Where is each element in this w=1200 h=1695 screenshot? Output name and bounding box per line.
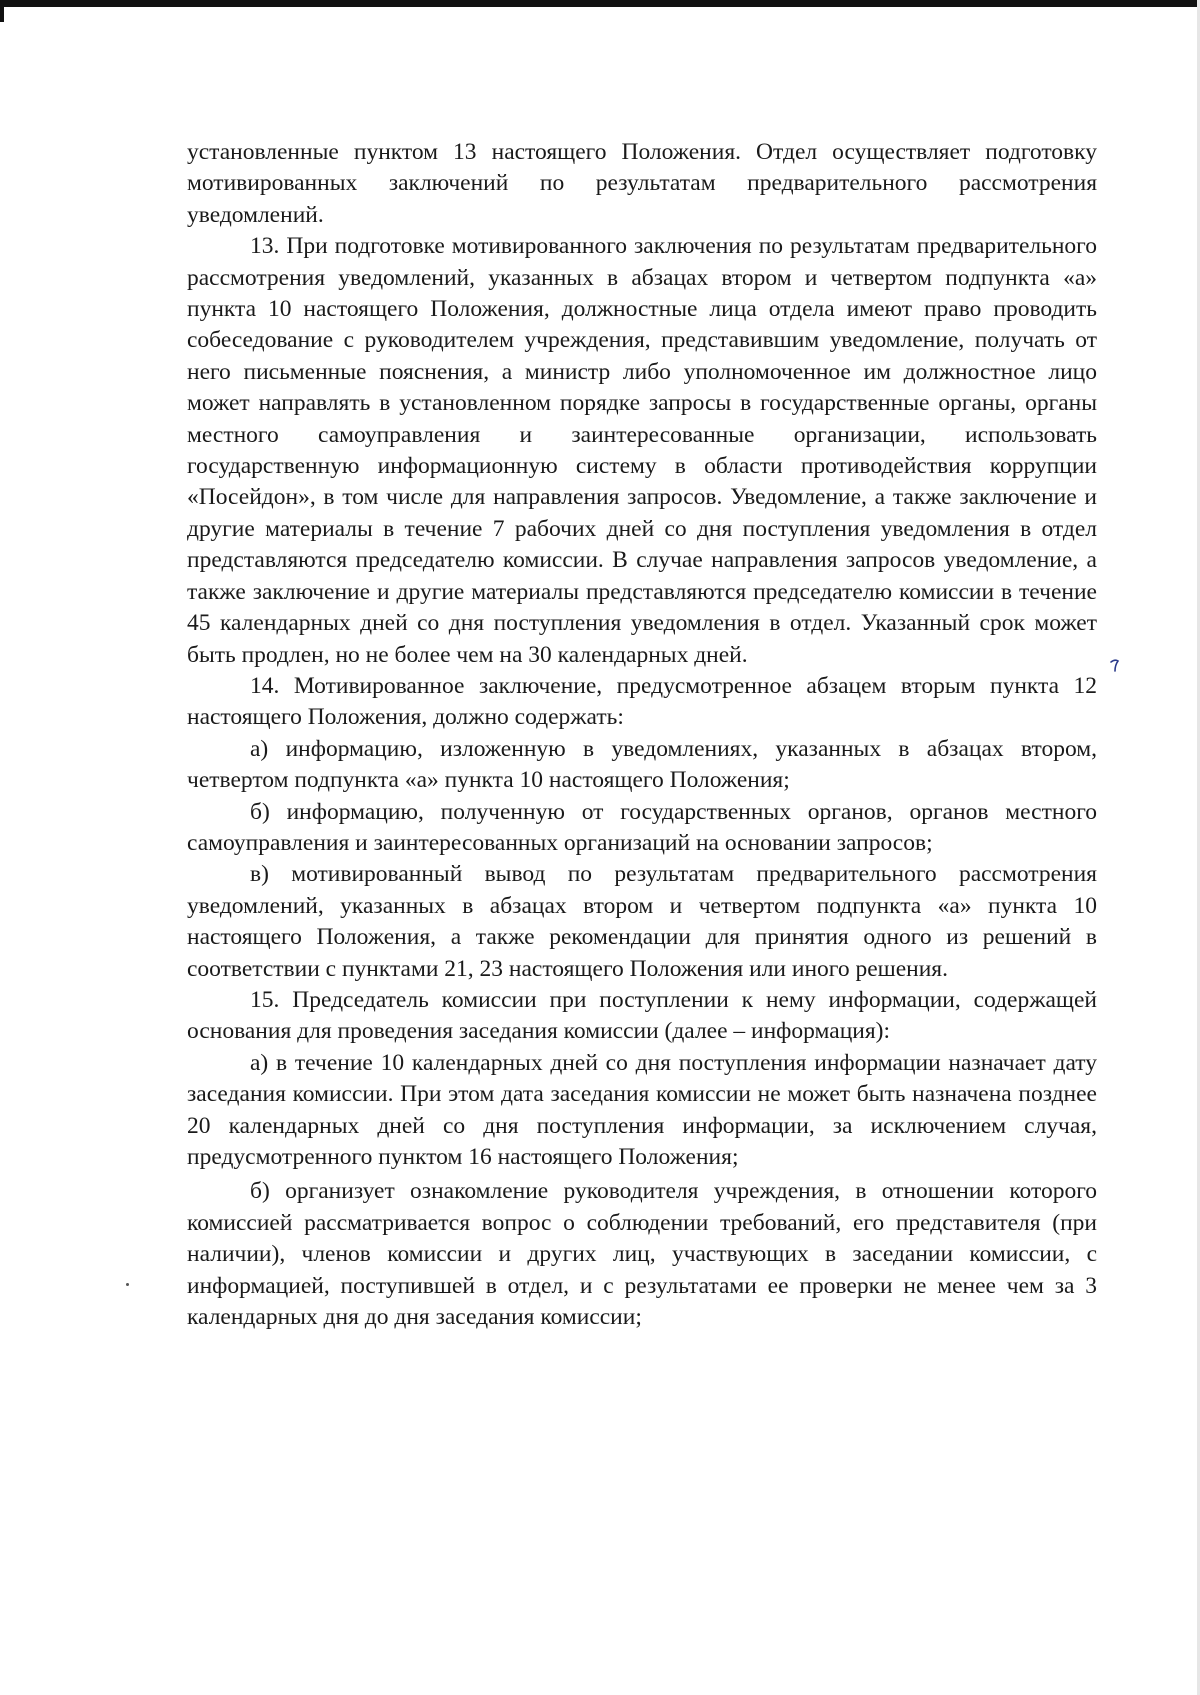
paragraph-item-15-a: а) в течение 10 календарных дней со дня поступления информации назначает дату заседания комиссии. При этом дата заседания комиссии не может быть назначена позднее 20 календарных дней со дня поступления информации, за исключением случая, предусмотренного пунктом 16 настоящего Положения; [187, 1049, 1097, 1170]
scan-top-border [0, 0, 1200, 7]
paragraph-item-13: 13. При подготовке мотивированного заключения по результатам предварительного рассмотрения уведомлений, указанных в абзацах втором и четвертом подпункта «а» пункта 10 настоящего Положения, должностные лица отдела имеют право проводить собеседование с руководителем учреждения, представившим уведомление, получать от него письменные пояснения, а министр либо уполномоченное им должностное лицо может направлять в установленном порядке запросы в государственные органы, органы местного самоуправления и заинтересованные организации, использовать государственную информационную систему в области противодействия коррупции «Посейдон», в том числе для направления запросов. Уведомление, а также заключение и другие материалы в течение 7 рабочих дней со дня поступления уведомления в отдел представляются председателю комиссии. В случае направления запросов уведомление, а также заключение и другие материалы представляются председателю комиссии в течение 45 календарных дней со дня поступления уведомления в отдел. Указанный срок может быть продлен, но не более чем на 30 календарных дней. [187, 233, 1097, 668]
document-body [187, 137, 1097, 1333]
scan-corner-mark [0, 0, 4, 22]
scan-speck [126, 1283, 129, 1286]
paragraph-item-14-v: в) мотивированный вывод по результатам предварительного рассмотрения уведомлений, указанных в абзацах втором и четвертом подпункта «а» пункта 10 настоящего Положения, а также рекомендации для принятия одного из решений в соответствии с пунктами 21, 23 настоящего Положения или иного решения. [187, 861, 1097, 982]
paragraph-item-15: 15. Председатель комиссии при поступлении к нему информации, содержащей основания для проведения заседания комиссии (далее – информация): [187, 986, 1097, 1045]
paragraph-continuation: установленные пунктом 13 настоящего Положения. Отдел осуществляет подготовку мотивированных заключений по результатам предварительного рассмотрения уведомлений. [187, 139, 1097, 228]
paragraph-item-15-b: б) организует ознакомление руководителя учреждения, в отношении которого комиссией рассматривается вопрос о соблюдении требований, его представителя (при наличии), членов комиссии и других лиц, участвующих в заседании комиссии, с информацией, поступившей в отдел, и с результатами ее проверки не менее чем за 3 календарных дня до дня заседания комиссии; [187, 1178, 1097, 1331]
paragraph-item-14-a: а) информацию, изложенную в уведомлениях, указанных в абзацах втором, четвертом подпункта «а» пункта 10 настоящего Положения; [187, 735, 1097, 794]
paragraph-item-14: 14. Мотивированное заключение, предусмотренное абзацем вторым пункта 12 настоящего Положения, должно содержать: [187, 672, 1097, 731]
paragraph-item-14-b: б) информацию, полученную от государственных органов, органов местного самоуправления и заинтересованных организаций на основании запросов; [187, 798, 1097, 856]
handwritten-margin-mark [1109, 658, 1121, 672]
